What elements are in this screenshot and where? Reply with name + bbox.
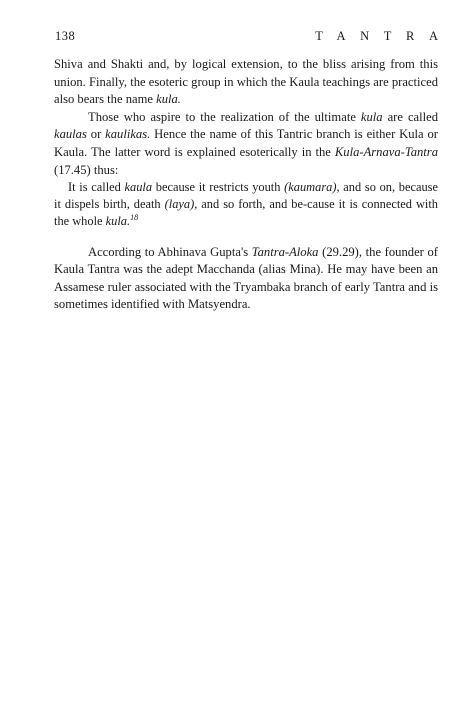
block-quote (54, 179, 438, 229)
italic-term: (kaumara), (284, 180, 340, 195)
text-run: are called (382, 109, 439, 124)
running-head: TANTRA (315, 29, 453, 43)
italic-term: kaula (124, 180, 153, 195)
paragraph-3 (54, 244, 438, 314)
italic-term: (laya), (164, 196, 198, 211)
paragraph-2 (54, 109, 438, 179)
text-run: or (86, 127, 106, 142)
body-text (54, 56, 438, 314)
italic-title: Tantra-Aloka (251, 244, 319, 259)
text-run: It is called (68, 180, 125, 195)
paragraph-1 (54, 56, 438, 109)
italic-title: Kula-Arnava-Tantra (334, 144, 438, 159)
text-run: Those who aspire to the realization of the ultimate (88, 109, 361, 124)
page-number: 138 (55, 29, 76, 43)
italic-term: kula. (156, 92, 181, 107)
text-run: Shiva and Shakti and, by logical extension, to the bliss arising from this union. Finally, the esoteric group in which the Kaula teachings are practiced also bears the name (54, 57, 438, 107)
text-run: and so forth, and be-cause it is connected with the whole (54, 196, 438, 228)
italic-term: kaulas (54, 127, 87, 142)
text-run: (29.29), the founder of Kaula Tantra was the adept Macchanda (alias Mina). He may have been an Assamese ruler associated with the Tryambaka branch of early Tantra and is sometimes identified with Matsyendra. (54, 244, 438, 312)
text-run: According to Abhinava Gupta's (88, 244, 252, 259)
text-run: Hence the name of this Tantric branch is either Kula or Kaula. The latter word is explained esoterically in the (54, 127, 438, 159)
footnote-marker: 18 (130, 212, 139, 222)
text-run: (17.45) thus: (54, 162, 119, 177)
page-header (55, 29, 453, 45)
text-run: because it restricts youth (152, 180, 285, 195)
italic-term: kaulikas. (105, 127, 151, 142)
text-run: and so on, because it dispels birth, death (54, 180, 438, 211)
italic-term: kula. (105, 213, 131, 228)
italic-term: kula (360, 109, 383, 124)
